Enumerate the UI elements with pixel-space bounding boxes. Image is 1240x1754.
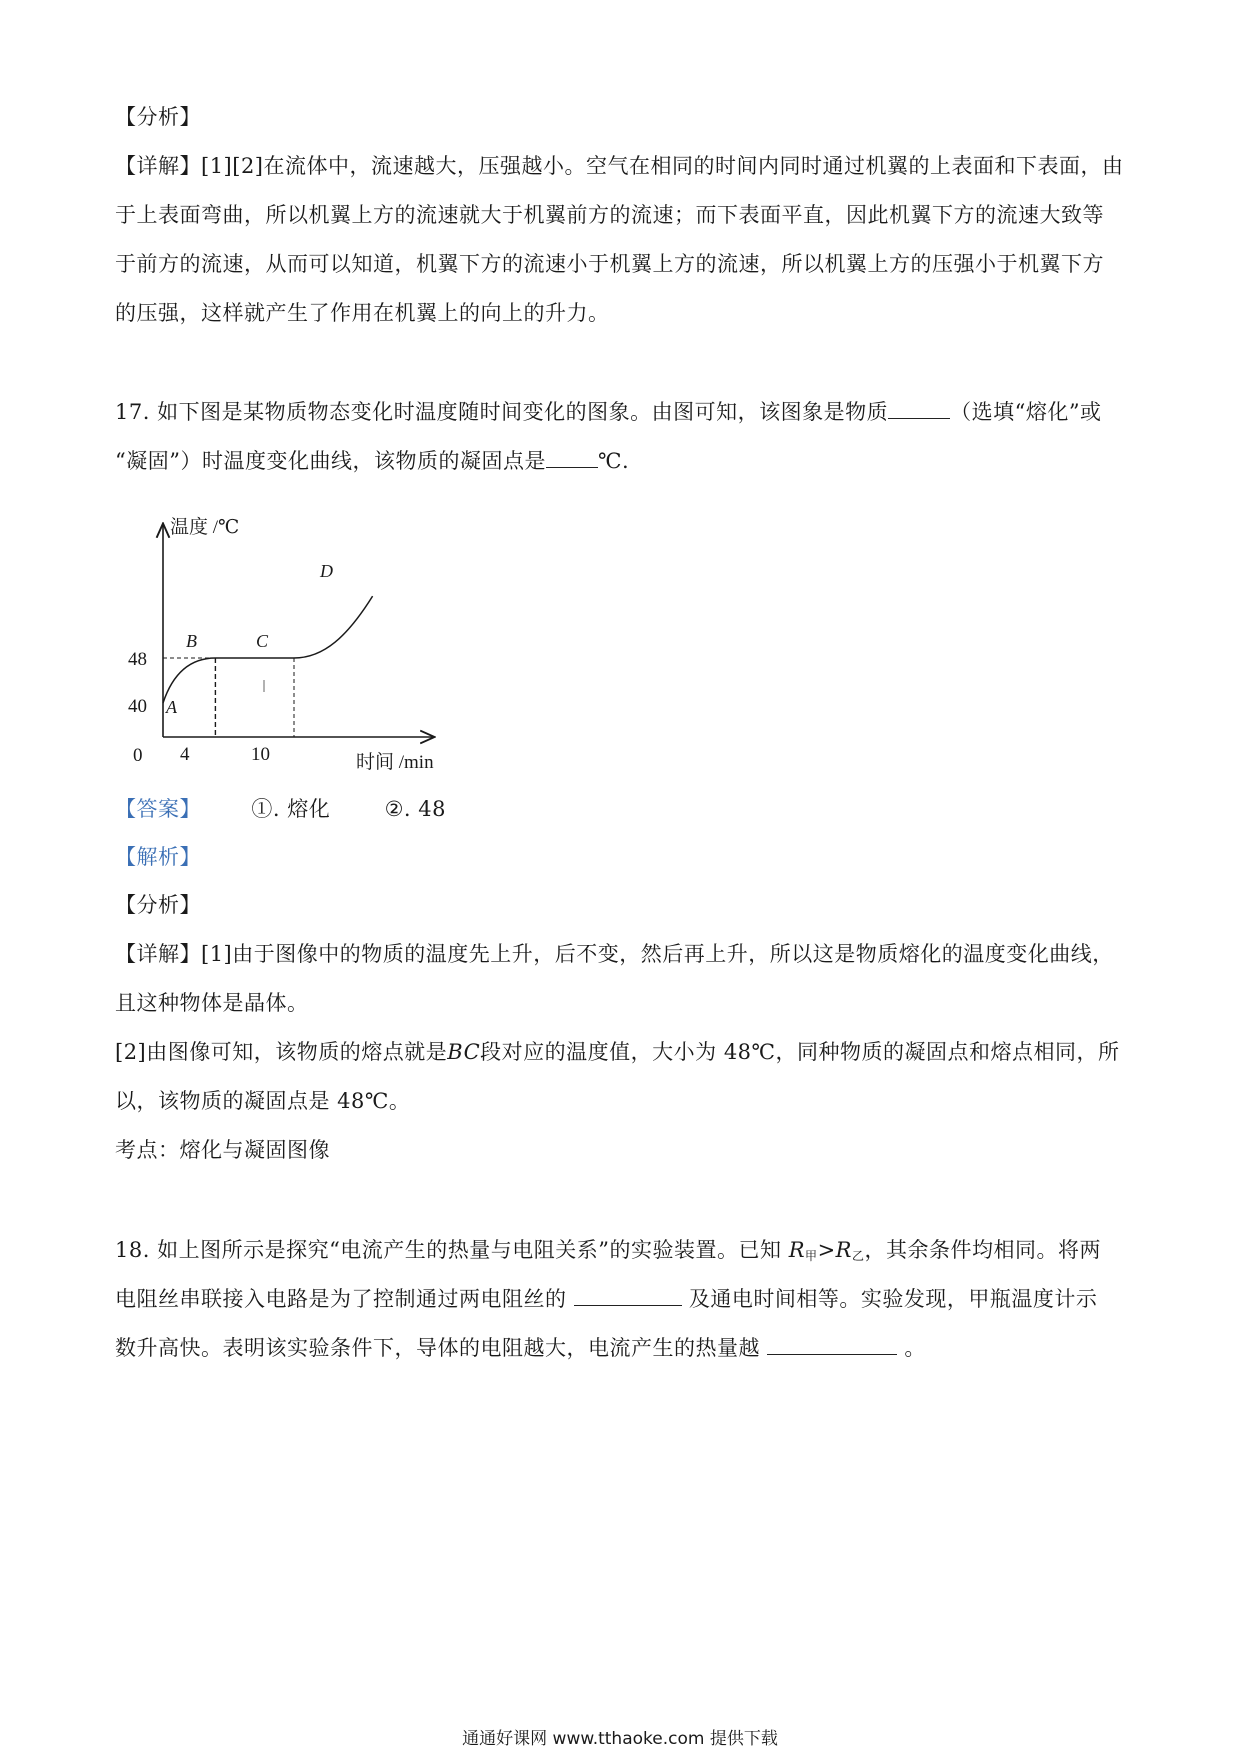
x-tick-10: 10: [251, 744, 270, 765]
q17-analysis-label: 【分析】: [115, 893, 201, 917]
y-axis-label: 温度 /℃: [170, 517, 240, 538]
q17-explain-label: 【解析】: [115, 845, 201, 869]
q16-detail-line-3: 于前方的流速，从而可以知道，机翼下方的流速小于机翼上方的流速，所以机翼上方的压强小于机翼下方: [115, 252, 1104, 276]
q17-detail-line-1: 【详解】[1]由于图像中的物质的温度先上升，后不变，然后再上升，所以这是物质熔化的温度变化曲线，: [115, 942, 1114, 966]
q18-line-1: 18. 如上图所示是探究“电流产生的热量与电阻关系”的实验装置。已知 $R_甲>R_乙$，其余条件均相同。将两: [115, 1238, 1101, 1263]
temperature-time-chart: [128, 505, 508, 775]
q16-detail-line-2: 于上表面弯曲，所以机翼上方的流速就大于机翼前方的流速；而下表面平直，因此机翼下方的流速大致等: [115, 203, 1104, 227]
answer-1: ①. 熔化: [251, 797, 331, 821]
q17-detail-label: 【详解】: [115, 942, 201, 966]
y-tick-0: 0: [133, 745, 143, 766]
q17-answer-line: [115, 795, 1135, 823]
q17-stem-line-2: “凝固”）时温度变化曲线，该物质的凝固点是 ℃.: [115, 449, 630, 473]
page-footer: 通通好课网 www.tthaoke.com 提供下载: [462, 1729, 778, 1749]
q18-line-2: 电阻丝串联接入电路是为了控制通过两电阻丝的 及通电时间相等。实验发现，甲瓶温度计示: [115, 1287, 1098, 1311]
q16-detail-line-1: 【详解】[1][2]在流体中，流速越大，压强越小。空气在相同的时间内同时通过机翼的上表面和下表面，由: [115, 154, 1124, 178]
answer-2: ②. 48: [384, 797, 447, 821]
y-tick-40: 40: [128, 696, 147, 717]
q17-stem-line-1: 17. 如下图是某物质物态变化时温度随时间变化的图象。由图可知，该图象是物质 （选填“熔化”或: [115, 400, 1102, 424]
answer-label: 【答案】: [115, 797, 201, 821]
segment-bc: BC: [447, 1040, 481, 1064]
q18-blank-2: [767, 1334, 897, 1355]
q18-line-3: 数升高快。表明该实验条件下，导体的电阻越大，电流产生的热量越 。: [115, 1336, 926, 1360]
q17-detail-line-2: 且这种物体是晶体。: [115, 991, 309, 1015]
q16-detail-label: 【详解】: [115, 154, 201, 178]
q17-detail-line-3: [2]由图像可知，该物质的熔点就是BC段对应的温度值，大小为 48℃，同种物质的凝固点和熔点相同，所: [115, 1040, 1120, 1064]
q16-detail-line-4: 的压强，这样就产生了作用在机翼上的向上的升力。: [115, 301, 610, 325]
q17-detail-line-4: 以，该物质的凝固点是 48℃。: [115, 1089, 411, 1113]
q18-blank-1: [574, 1285, 682, 1306]
q16-analysis-label: 【分析】: [115, 105, 201, 129]
q17-blank-1: [888, 398, 950, 419]
q17-kaodian: 考点：熔化与凝固图像: [115, 1138, 330, 1162]
x-axis-label: 时间 /min: [356, 752, 434, 773]
point-label-B: B: [186, 631, 197, 651]
y-tick-48: 48: [128, 649, 147, 670]
curve-CD: [294, 596, 373, 658]
point-label-C: C: [256, 631, 269, 651]
x-tick-4: 4: [180, 744, 190, 765]
point-label-D: D: [320, 561, 333, 581]
q17-blank-2: [546, 447, 598, 468]
chart-svg: [128, 505, 508, 775]
point-label-A: A: [166, 697, 177, 717]
